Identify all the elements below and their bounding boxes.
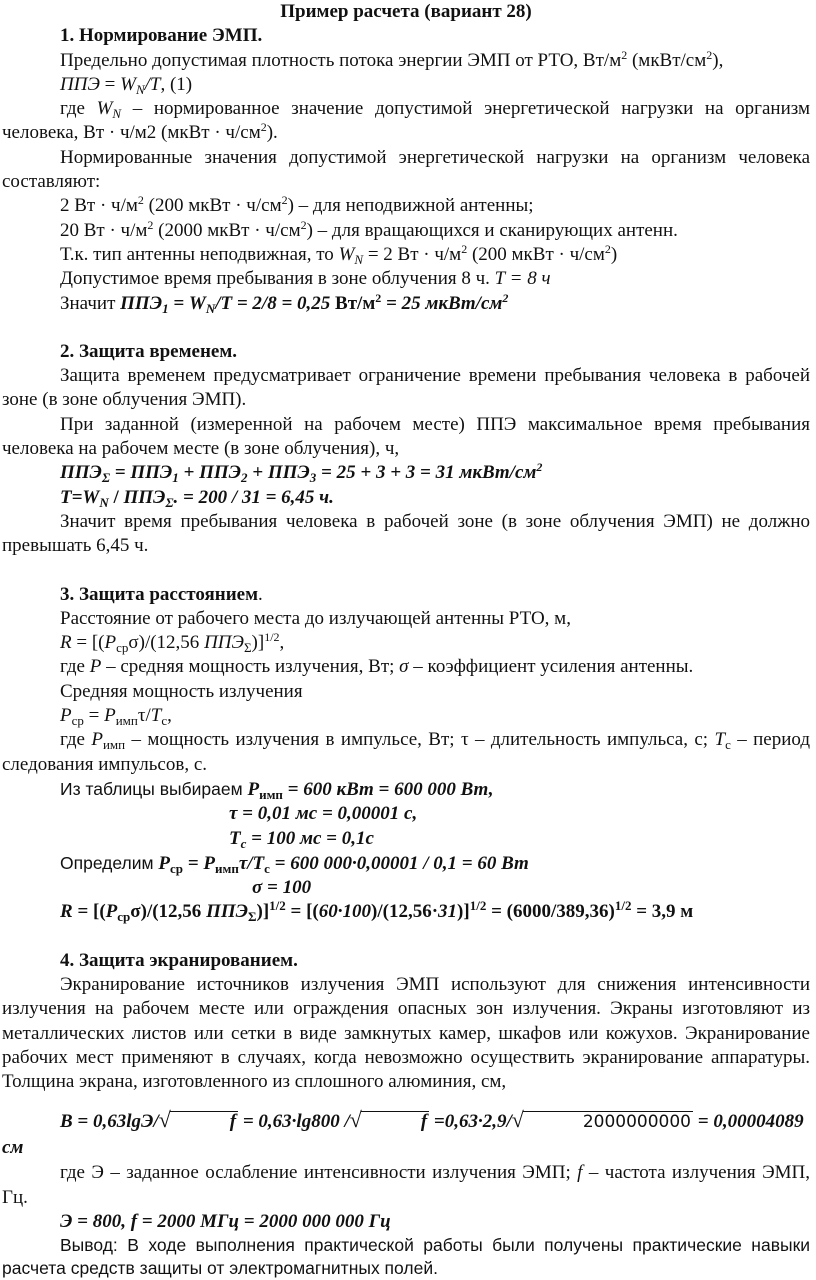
s1-antenna-type: Т.к. тип антенны неподвижная, то $W_N = 2$ Вт · $ч/м^2$ (200 мкВт · $ч/см^2$) <box>60 241 618 267</box>
s3-tc-value: $T_с = 100$ мс = 0,1с <box>229 827 374 851</box>
s1-value-rotating: 20 Вт · $ч/м^2$ (2000 мкВт · $ч/см^2$) – для вращающихся и сканирующих антенн. <box>60 217 678 241</box>
formula-r-result: $R = [(P_{ср}\sigma)/(12,56$ $ППЭ_\Sigma)]^{1/2} = [(60\cdot 100)/(12,56\cdot 31)]^{1/2} = (6000/389,36)^{1/2} = 3,9$ м <box>60 898 694 925</box>
sqrt-f-1: f <box>170 1111 238 1132</box>
formula-r: $R = [(P_{ср}\sigma)/(12,56$ $ППЭ_\Sigma)]^{1/2}$, <box>60 630 285 656</box>
s1-where-wn: где $W_N$ – нормированное значение допустимой энергетической нагрузки на организм человека, Вт · ч/м2 (мкВт · $ч/см^2$). <box>2 98 810 144</box>
s4-paragraph-1: Экранирование источников излучения ЭМП используют для снижения интенсивности излучения на рабочем месте или ограждения опасных зон излучения. Экраны изготовляют из металлических листов или сетки в виде замкнутых камер, шкафов или кожухов. Экранирование рабочих мест применяют в случаях, когда невозможно осуществить экранирование аппаратуры. Толщина экрана, изготовленного из сплошного алюминия, см, <box>2 973 810 1093</box>
spacer <box>2 316 810 340</box>
s1-allowed-time: Допустимое время пребывания в зоне облучения 8 ч. T = 8 ч <box>60 268 551 290</box>
s3-tau-value: τ = 0,01 мс = 0,00001 с, <box>229 803 418 825</box>
s3-distance-intro: Расстояние от рабочего места до излучающей антенны РТО, м, <box>60 607 571 629</box>
s1-value-fixed: 2 Вт · $ч/м^2$ (200 мкВт · $ч/см^2$) – для неподвижной антенны; <box>60 193 534 217</box>
formula-ppe-sum: $ППЭ_\Sigma = ППЭ_1 + ППЭ_2 + ППЭ_3 = 25 + 3 + 3 = 31$ мкВт/$см^2$ <box>60 460 543 486</box>
s4-values: Э = 800, f = 2000 МГц = 2000 000 000 Гц <box>60 1211 391 1233</box>
document-title: Пример расчета (вариант 28) <box>280 1 532 22</box>
section-2-heading: 2. Защита временем. <box>60 340 238 362</box>
s3-sigma-value: σ = 100 <box>252 877 312 899</box>
s3-table-choice: Из таблицы выбираем $P_{имп} = 600$ кВт = 600 000 Вт, <box>60 778 494 802</box>
s3-define-pavg: Определим $P_{ср} = P_{имп}\tau/T_с = 600$ 000·0,00001 / 0,1 = 60 Вт <box>60 852 529 876</box>
spacer <box>2 559 810 583</box>
conclusion: Вывод: В ходе выполнения практической работы были получены практические навыки расчета средств защиты от электромагнитных полей. <box>2 1235 810 1279</box>
formula-ppe: ППЭ = $W_N/T$, (1) <box>60 73 193 97</box>
s3-where-p: где P – средняя мощность излучения, Вт; σ – коэффициент усиления антенны. <box>60 656 694 678</box>
s1-paragraph-limit: Предельно допустимая плотность потока энергии ЭМП от РТО, $Вт/м^2$ $(мкВт/см^2)$, <box>60 47 724 71</box>
section-4-heading: 4. Защита экранированием. <box>60 949 298 971</box>
spacer <box>2 925 810 949</box>
formula-p-avg: $P_{ср} = P_{имп}\tau/T_с$, <box>60 705 172 729</box>
s2-paragraph-1: Защита временем предусматривает ограничение времени пребывания человека в рабочей зоне (в зоне облучения ЭМП). <box>2 365 810 411</box>
formula-time: $T=W_N / ППЭ_\Sigma$. = 200 / 31 = 6,45 ч. <box>60 486 334 510</box>
s3-where-pimp: где $P_{имп}$ – мощность излучения в импульсе, Вт; τ – длительность импульса, с; $T_с$ – период следования импульсов, с. <box>2 729 811 775</box>
s4-where-e: где Э – заданное ослабление интенсивности излучения ЭМП; f – частота излучения ЭМП, Гц. <box>2 1162 810 1208</box>
sqrt-f-2: f <box>361 1111 429 1132</box>
s1-norm-values: Нормированные значения допустимой энергетической нагрузки на организм человека составляют: <box>2 146 810 193</box>
section-1-heading: 1. Нормирование ЭМП. <box>60 25 263 47</box>
section-3-heading: 3. Защита расстоянием. <box>60 583 263 605</box>
s1-result: Значит $ППЭ_1 = W_N/T = 2/8 = 0,25$ $Вт/м^2 = 25$ мкВт/$см^2$ <box>60 290 509 316</box>
s3-avg-power: Средняя мощность излучения <box>60 680 303 702</box>
sqrt-number: 2000000000 <box>523 1111 693 1132</box>
formula-screen-thickness: B = 0,63lgЭ/√ f = 0,63·lg800 /√ f =0,63·2,9/√ 2000000000 = 0,00004089 см <box>2 1107 804 1159</box>
s2-paragraph-2: При заданной (измеренной на рабочем месте) ППЭ максимальное время пребывания человека на рабочем месте (в зоне облучения), ч, <box>2 413 810 460</box>
s2-conclusion: Значит время пребывания человека в рабочей зоне (в зоне облучения ЭМП) не должно превышать 6,45 ч. <box>2 510 810 557</box>
